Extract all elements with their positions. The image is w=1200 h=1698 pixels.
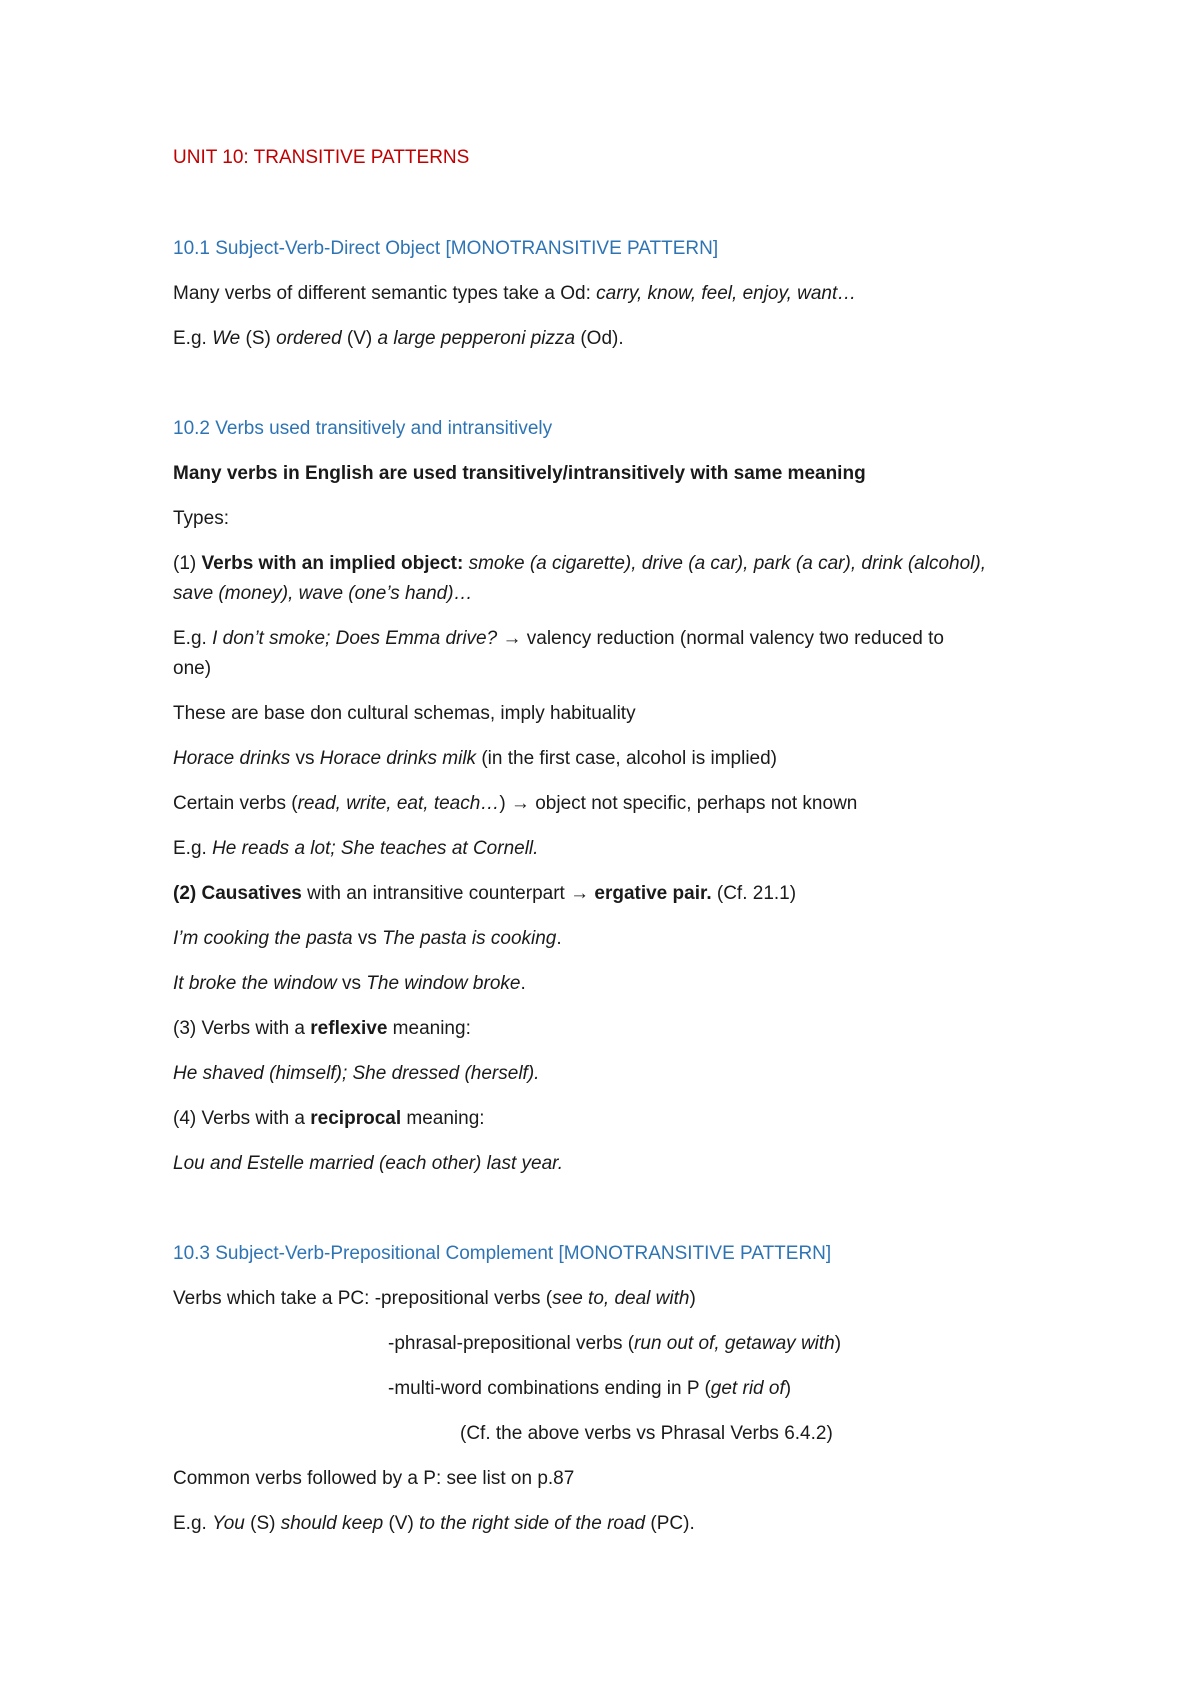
unit-title: UNIT 10: TRANSITIVE PATTERNS [173,147,470,168]
s2-certain-verbs-line: Certain verbs (read, write, eat, teach…) → object not specific, perhaps not known [173,793,858,814]
s3-example-line: E.g. You (S) should keep (V) to the right side of the road (PC). [173,1513,695,1534]
s2-type4-line: (4) Verbs with a reciprocal meaning: [173,1108,485,1129]
s3-cf-line: (Cf. the above verbs vs Phrasal Verbs 6.4.2) [460,1423,833,1444]
s2-type3-example: He shaved (himself); She dressed (herself). [173,1063,540,1084]
s2-type1-line-cont: save (money), wave (one’s hand)… [173,583,473,604]
s3-pc-line-2: -phrasal-prepositional verbs (run out of, getaway with) [388,1333,842,1354]
section-10-1-heading: 10.1 Subject-Verb-Direct Object [MONOTRANSITIVE PATTERN] [173,238,719,259]
s2-window-line: It broke the window vs The window broke. [173,973,526,994]
arrow-right-icon: → [505,793,536,814]
s1-example-line: E.g. We (S) ordered (V) a large pepperoni pizza (Od). [173,328,624,349]
s2-example1-line-cont: one) [173,658,212,679]
s1-description-line: Many verbs of different semantic types take a Od: carry, know, feel, enjoy, want… [173,283,857,304]
s2-type2-line: (2) Causatives with an intransitive counterpart → ergative pair. (Cf. 21.1) [173,883,797,904]
s2-bold-statement: Many verbs in English are used transitively/intransitively with same meaning [173,463,866,484]
s2-type4-example: Lou and Estelle married (each other) last year. [173,1153,564,1174]
arrow-right-icon: → [570,883,595,904]
s3-pc-line-3: -multi-word combinations ending in P (get rid of) [388,1378,792,1399]
s2-type1-line: (1) Verbs with an implied object: smoke (a cigarette), drive (a car), park (a car), drink (alcohol), [173,553,986,574]
section-10-3-heading: 10.3 Subject-Verb-Prepositional Complement [MONOTRANSITIVE PATTERN] [173,1243,832,1264]
s3-common-verbs-line: Common verbs followed by a P: see list on p.87 [173,1468,575,1489]
section-10-2-heading: 10.2 Verbs used transitively and intransitively [173,418,553,439]
arrow-right-icon: → [497,628,527,649]
s2-types-label: Types: [173,508,229,529]
s2-example2-line: E.g. He reads a lot; She teaches at Cornell. [173,838,539,859]
s2-horace-line: Horace drinks vs Horace drinks milk (in the first case, alcohol is implied) [173,748,777,769]
s2-cooking-line: I’m cooking the pasta vs The pasta is cooking. [173,928,562,949]
s2-example1-line: E.g. I don’t smoke; Does Emma drive? → valency reduction (normal valency two reduced to [173,628,944,649]
s2-type3-line: (3) Verbs with a reflexive meaning: [173,1018,471,1039]
s2-cultural-line: These are base don cultural schemas, imply habituality [173,703,636,724]
s3-pc-line-1: Verbs which take a PC: -prepositional verbs (see to, deal with) [173,1288,696,1309]
